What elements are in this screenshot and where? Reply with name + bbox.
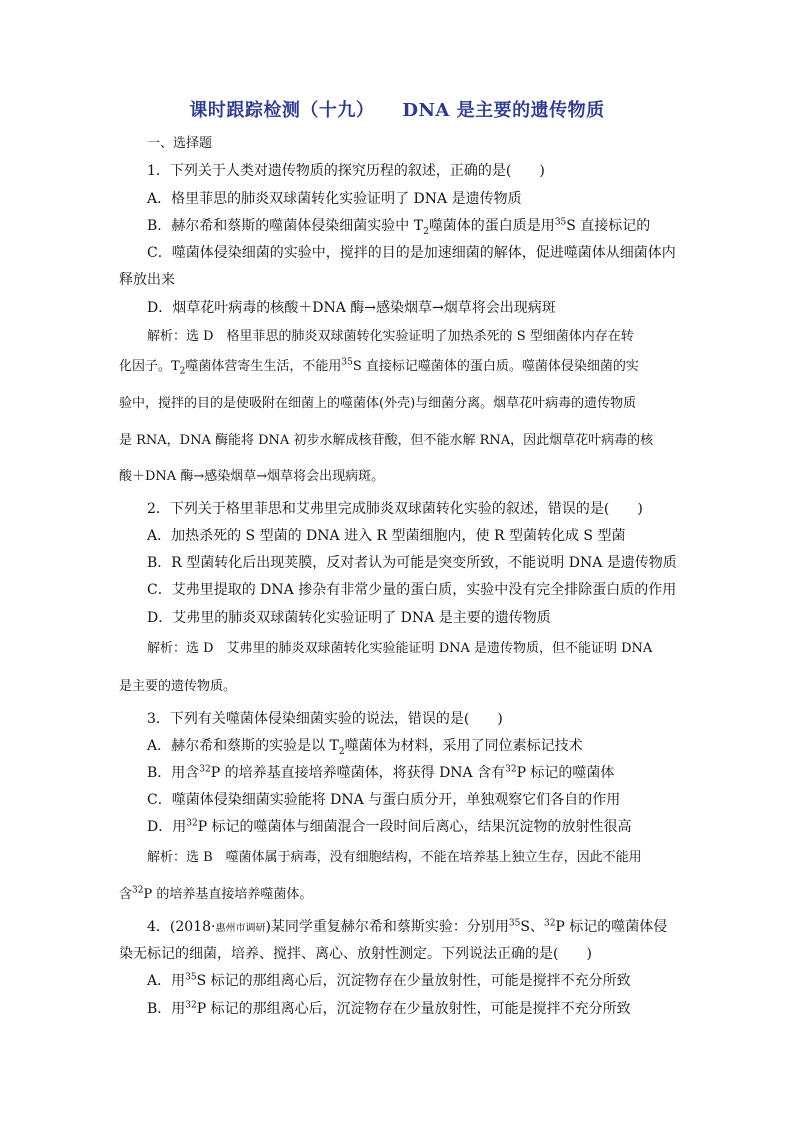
q3-option-d: D．用$^{32}$P 标记的噬菌体与细菌混合一段时间后离心，结果沉淀物的放射性很高	[147, 818, 632, 835]
q1-analysis-line4: 是 RNA，DNA 酶能将 DNA 初步水解成核苷酸，但不能水解 RNA，因此烟草花叶病毒的核	[119, 433, 654, 448]
q3-analysis-line1: 解析：选 B 噬菌体属于病毒，没有细胞结构，不能在培养基上独立生存，因此不能用	[147, 850, 642, 865]
page-title	[0, 96, 794, 122]
q1-option-c-line1: C．噬菌体侵染细菌的实验中，搅拌的目的是加速细菌的解体，促进噬菌体从细菌体内	[147, 245, 676, 261]
q3-option-c: C．噬菌体侵染细菌实验能将 DNA 与蛋白质分开，单独观察它们各自的作用	[147, 792, 621, 808]
section-heading: 一、选择题	[147, 136, 213, 151]
title-part1: 课时跟踪检测（十九）	[189, 100, 375, 121]
q2-option-b: B．R 型菌转化后出现荚膜，反对者认为可能是突变所致，不能说明 DNA 是遗传物质	[147, 555, 677, 571]
q2-stem: 2．下列关于格里菲思和艾弗里完成肺炎双球菌转化实验的叙述，错误的是( )	[147, 501, 643, 517]
q3-stem: 3．下列有关噬菌体侵染细菌实验的说法，错误的是( )	[147, 711, 503, 727]
q1-analysis-line1: 解析：选 D 格里菲思的肺炎双球菌转化实验证明了加热杀死的 S 型细菌体内存在转	[147, 329, 634, 344]
q3-option-b: B．用含$^{32}$P 的培养基直接培养噬菌体，将获得 DNA 含有$^{32}$P 标记的噬菌体	[147, 764, 615, 781]
q1-analysis-line3: 验中，搅拌的目的是使吸附在细菌上的噬菌体(外壳)与细菌分离。烟草花叶病毒的遗传物质	[119, 396, 637, 411]
q2-analysis-line1: 解析：选 D 艾弗里的肺炎双球菌转化实验能证明 DNA 是遗传物质，但不能证明 DNA	[147, 641, 653, 656]
q4-stem-line2: 染无标记的细菌，培养、搅拌、离心、放射性测定。下列说法正确的是( )	[119, 946, 592, 962]
q1-option-a: A．格里菲思的肺炎双球菌转化实验证明了 DNA 是遗传物质	[147, 191, 522, 207]
q2-option-d: D．艾弗里的肺炎双球菌转化实验证明了 DNA 是主要的遗传物质	[147, 610, 551, 626]
q3-option-a: A．赫尔希和蔡斯的实验是以 $T_2$噬菌体为材料，采用了同位素标记技术	[147, 738, 583, 757]
title-part2: DNA 是主要的遗传物质	[402, 100, 605, 121]
q1-stem: 1．下列关于人类对遗传物质的探究历程的叙述，正确的是( )	[147, 163, 545, 179]
q4-source-tag: 惠州市调研	[215, 923, 266, 934]
q1-analysis-line2: 化因子。$T_2$噬菌体营寄生生活，不能用$^{35}$S 直接标记噬菌体的蛋白质。噬菌体侵染细菌的实	[119, 357, 639, 377]
q4-stem-line1: 4．(2018·惠州市调研)某同学重复赫尔希和蔡斯实验：分别用$^{35}$S、$^{32}$P 标记的噬菌体侵	[147, 918, 668, 935]
q4-option-b: B．用$^{32}$P 标记的那组离心后，沉淀物存在少量放射性，可能是搅拌不充分所致	[147, 1000, 631, 1017]
q1-option-d: D．烟草花叶病毒的核酸＋DNA 酶→感染烟草→烟草将会出现病斑	[147, 300, 556, 316]
q1-option-b: B．赫尔希和蔡斯的噬菌体侵染细菌实验中 $T_2$噬菌体的蛋白质是用$^{35}$S 直接标记的	[147, 217, 651, 237]
q2-analysis-line2: 是主要的遗传物质。	[119, 679, 237, 694]
q2-option-c: C．艾弗里提取的 DNA 掺杂有非常少量的蛋白质，实验中没有完全排除蛋白质的作用	[147, 582, 677, 598]
q3-analysis-line2: 含$^{32}$P 的培养基直接培养噬菌体。	[119, 885, 313, 902]
q4-option-a: A．用$^{35}$S 标记的那组离心后，沉淀物存在少量放射性，可能是搅拌不充分所致	[147, 972, 631, 989]
q2-option-a: A．加热杀死的 S 型菌的 DNA 进入 R 型菌细胞内，使 R 型菌转化成 S 型菌	[147, 528, 626, 544]
q1-option-c-line2: 释放出来	[119, 272, 175, 288]
q1-analysis-line5: 酸＋DNA 酶→感染烟草→烟草将会出现病斑。	[119, 469, 385, 484]
